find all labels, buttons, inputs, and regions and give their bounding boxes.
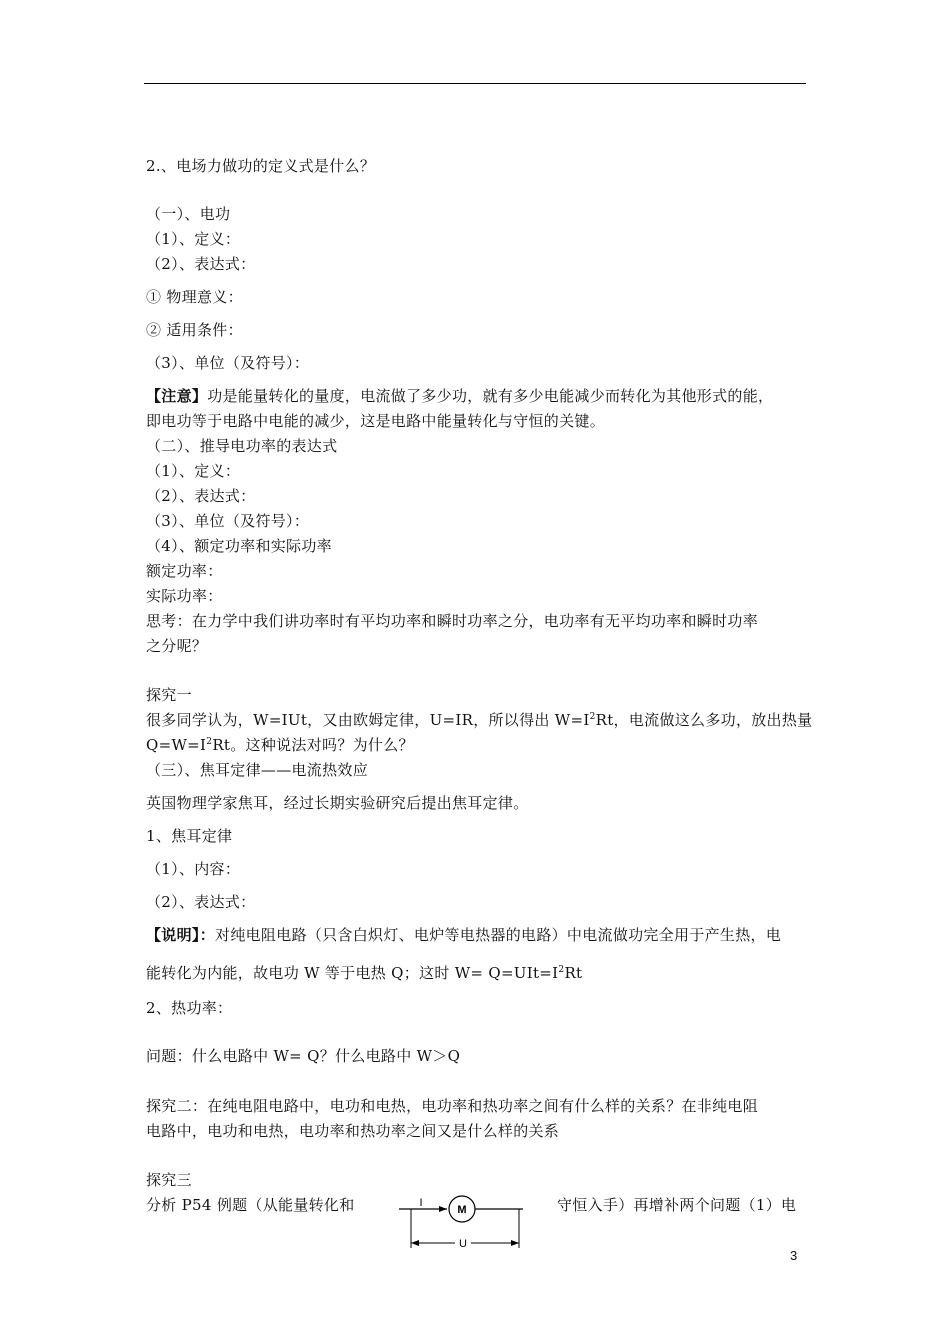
- text-content: （2）、表达式：: [146, 893, 256, 911]
- text-content: （1）、内容：: [146, 860, 241, 878]
- motor-label: M: [457, 1204, 467, 1216]
- text-content: （一）、电功: [146, 205, 231, 223]
- text-content: 2.、电场力做功的定义式是什么？: [146, 157, 376, 175]
- text-line: [146, 585, 223, 606]
- text-line: [146, 510, 309, 531]
- text-line: [146, 228, 240, 249]
- text-line: [146, 924, 781, 945]
- text-line: [146, 1120, 559, 1141]
- text-line: [146, 435, 337, 456]
- text-content: 问题：什么电路中 W= Q？什么电路中 W＞Q: [146, 1047, 461, 1065]
- text-line: [146, 155, 375, 176]
- callout-label: 【注意】: [146, 387, 208, 405]
- text-line: [146, 709, 812, 730]
- text-line: [146, 1169, 192, 1190]
- text-line: [146, 352, 309, 373]
- text-line: [146, 535, 332, 556]
- text-content: （三）、焦耳定律——电流热效应: [146, 761, 369, 779]
- text-content: （3）、单位（及符号）：: [146, 354, 310, 372]
- text-content: 守恒入手）再增补两个问题（1）电: [557, 1196, 797, 1214]
- text-content: 2、热功率：: [146, 999, 233, 1017]
- text-line: [146, 962, 582, 983]
- text-content: 功是能量转化的量度，电流做了多少功，就有多少电能减少而转化为其他形式的能，: [207, 387, 774, 405]
- text-line: [146, 485, 255, 506]
- text-content: （3）、单位（及符号）：: [146, 512, 310, 530]
- text-content: （二）、推导电功率的表达式: [146, 437, 338, 455]
- text-content: （2）、表达式：: [146, 255, 256, 273]
- text-line: [146, 560, 223, 581]
- callout-label: 【说明】：: [146, 926, 216, 944]
- header-rule: [144, 83, 806, 84]
- text-content: 探究一: [146, 686, 192, 704]
- text-content: 分析 P54 例题（从能量转化和: [146, 1196, 355, 1214]
- current-label: I: [419, 1197, 423, 1209]
- text-content: （2）、表达式：: [146, 487, 256, 505]
- motor-circuit-diagram: [393, 1188, 533, 1258]
- text-line: [146, 891, 255, 912]
- text-content: ① 物理意义：: [146, 288, 243, 306]
- text-line: [146, 460, 240, 481]
- text-line: [146, 734, 414, 755]
- text-content: （4）、额定功率和实际功率: [146, 537, 332, 555]
- text-line: [146, 858, 240, 879]
- text-line: [146, 825, 232, 846]
- text-line: [146, 319, 243, 340]
- voltage-label: U: [459, 1238, 467, 1250]
- text-content: （1）、定义：: [146, 462, 241, 480]
- text-content: 很多同学认为，W=IUt，又由欧姆定律，U=IR，所以得出 $W=I^2Rt$，电流做这么多功，放出热量: [146, 711, 813, 729]
- text-content: 电路中，电功和电热，电功率和热功率之间又是什么样的关系: [146, 1122, 560, 1140]
- text-content: 之分呢？: [146, 637, 208, 655]
- text-line: [146, 253, 255, 274]
- text-line: [146, 684, 192, 705]
- page-number: 3: [790, 1248, 798, 1263]
- text-line: [146, 385, 773, 406]
- text-line: [146, 1194, 355, 1215]
- text-content: $Q=W=I^2Rt$。这种说法对吗？为什么？: [146, 736, 414, 754]
- text-content: 探究二：在纯电阻电路中，电功和电热，电功率和热功率之间有什么样的关系？在非纯电阻: [146, 1097, 759, 1115]
- text-line: [146, 1095, 758, 1116]
- text-line: [146, 610, 758, 631]
- text-content: 额定功率：: [146, 562, 223, 580]
- text-line: [146, 1045, 460, 1066]
- text-content: 实际功率：: [146, 587, 223, 605]
- text-line: [557, 1194, 796, 1215]
- text-content: 思考：在力学中我们讲功率时有平均功率和瞬时功率之分，电功率有无平均功率和瞬时功率: [146, 612, 759, 630]
- text-line: [146, 203, 230, 224]
- text-content: 即电功等于电路中电能的减少，这是电路中能量转化与守恒的关键。: [146, 412, 606, 430]
- text-line: [146, 792, 529, 813]
- text-line: [146, 635, 207, 656]
- text-line: [146, 410, 605, 431]
- text-content: 能转化为内能，故电功 W 等于电热 Q；这时 $W= Q=UIt=I^2Rt$: [146, 964, 583, 982]
- text-content: 对纯电阻电路（只含白炽灯、电炉等电热器的电路）中电流做功完全用于产生热，电: [215, 926, 782, 944]
- text-content: （1）、定义：: [146, 230, 241, 248]
- text-content: 1、焦耳定律: [146, 827, 233, 845]
- text-content: ② 适用条件：: [146, 321, 243, 339]
- text-content: 探究三: [146, 1171, 192, 1189]
- text-content: 英国物理学家焦耳，经过长期实验研究后提出焦耳定律。: [146, 794, 529, 812]
- text-line: [146, 759, 368, 780]
- text-line: [146, 286, 243, 307]
- text-line: [146, 997, 232, 1018]
